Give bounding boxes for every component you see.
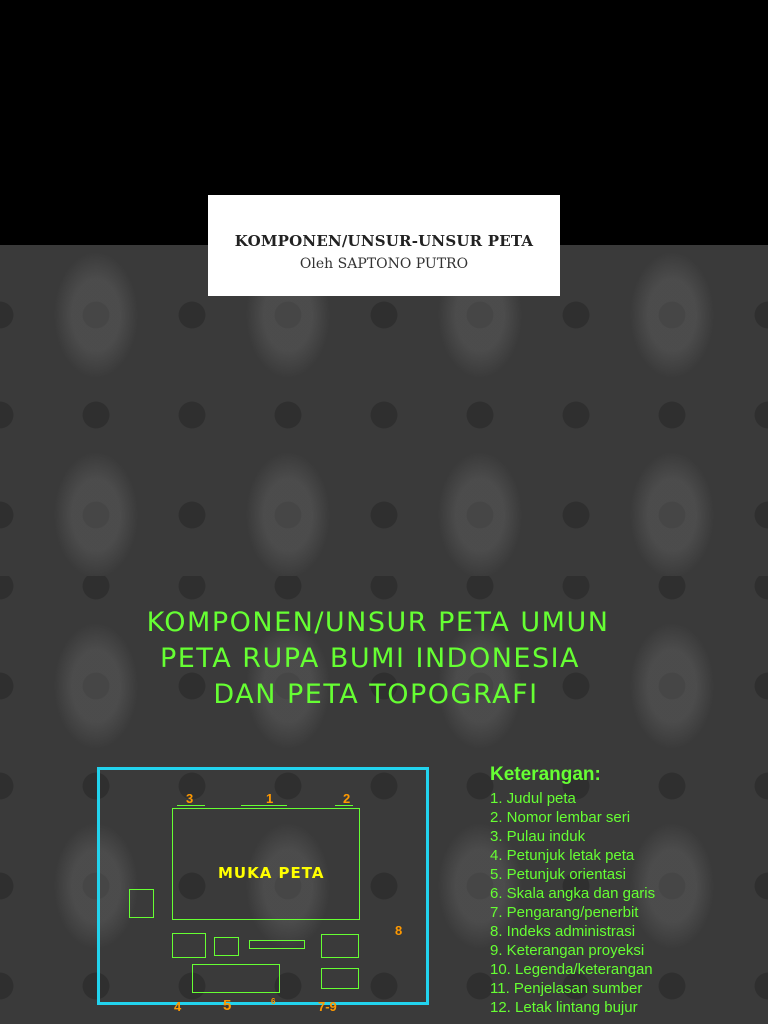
label-4: 4 — [174, 999, 182, 1014]
content-slide — [0, 576, 768, 1024]
legend-item: 6. Skala angka dan garis — [490, 885, 656, 902]
muka-peta-label: MUKA PETA — [218, 864, 325, 882]
map-layout-diagram — [97, 767, 429, 1014]
title-box — [208, 195, 560, 296]
legend-item: 2. Nomor lembar seri — [490, 809, 631, 826]
label-8: 8 — [395, 923, 403, 938]
legend-item: 12. Letak lintang bujur — [490, 999, 638, 1016]
heading-line-3: DAN PETA TOPOGRAFI — [213, 679, 539, 710]
underline-1 — [241, 805, 287, 806]
label-2: 2 — [343, 791, 351, 806]
legend-item: 7. Pengarang/penerbit — [490, 904, 639, 921]
legend-item: 11. Penjelasan sumber — [490, 980, 643, 997]
legend-item: 8. Indeks administrasi — [490, 923, 636, 940]
label-3: 3 — [186, 791, 194, 806]
legend-keterangan — [490, 764, 655, 1017]
legend-item: 9. Keterangan proyeksi — [490, 942, 645, 959]
box-orientasi — [214, 937, 239, 956]
slide-title: KOMPONEN/UNSUR-UNSUR PETA — [234, 232, 534, 250]
heading-line-2: PETA RUPA BUMI INDONESIA — [159, 643, 581, 674]
legend-item: 10. Legenda/keterangan — [490, 961, 653, 978]
label-1: 1 — [266, 791, 274, 806]
legend-item: 4. Petunjuk letak peta — [490, 847, 635, 864]
legend-item: 5. Petunjuk orientasi — [490, 866, 626, 883]
legend-item: 1. Judul peta — [490, 790, 576, 807]
slide-subtitle: Oleh SAPTONO PUTRO — [299, 256, 469, 272]
box-pulau-induk — [129, 889, 154, 918]
label-7-9: 7-9 — [318, 999, 337, 1014]
box-letak-peta — [172, 933, 206, 958]
underline-2 — [335, 805, 353, 806]
legend-item: 3. Pulau induk — [490, 828, 586, 845]
underline-3 — [177, 805, 205, 806]
label-5: 5 — [223, 997, 232, 1014]
box-skala — [249, 940, 305, 949]
heading-line-1: KOMPONEN/UNSUR PETA UMUN — [146, 607, 610, 638]
legend-title: Keterangan: — [490, 764, 601, 785]
box-legenda — [192, 964, 280, 993]
label-6: 6 — [271, 997, 276, 1006]
box-keterangan — [321, 968, 359, 989]
box-indeks — [321, 934, 359, 958]
